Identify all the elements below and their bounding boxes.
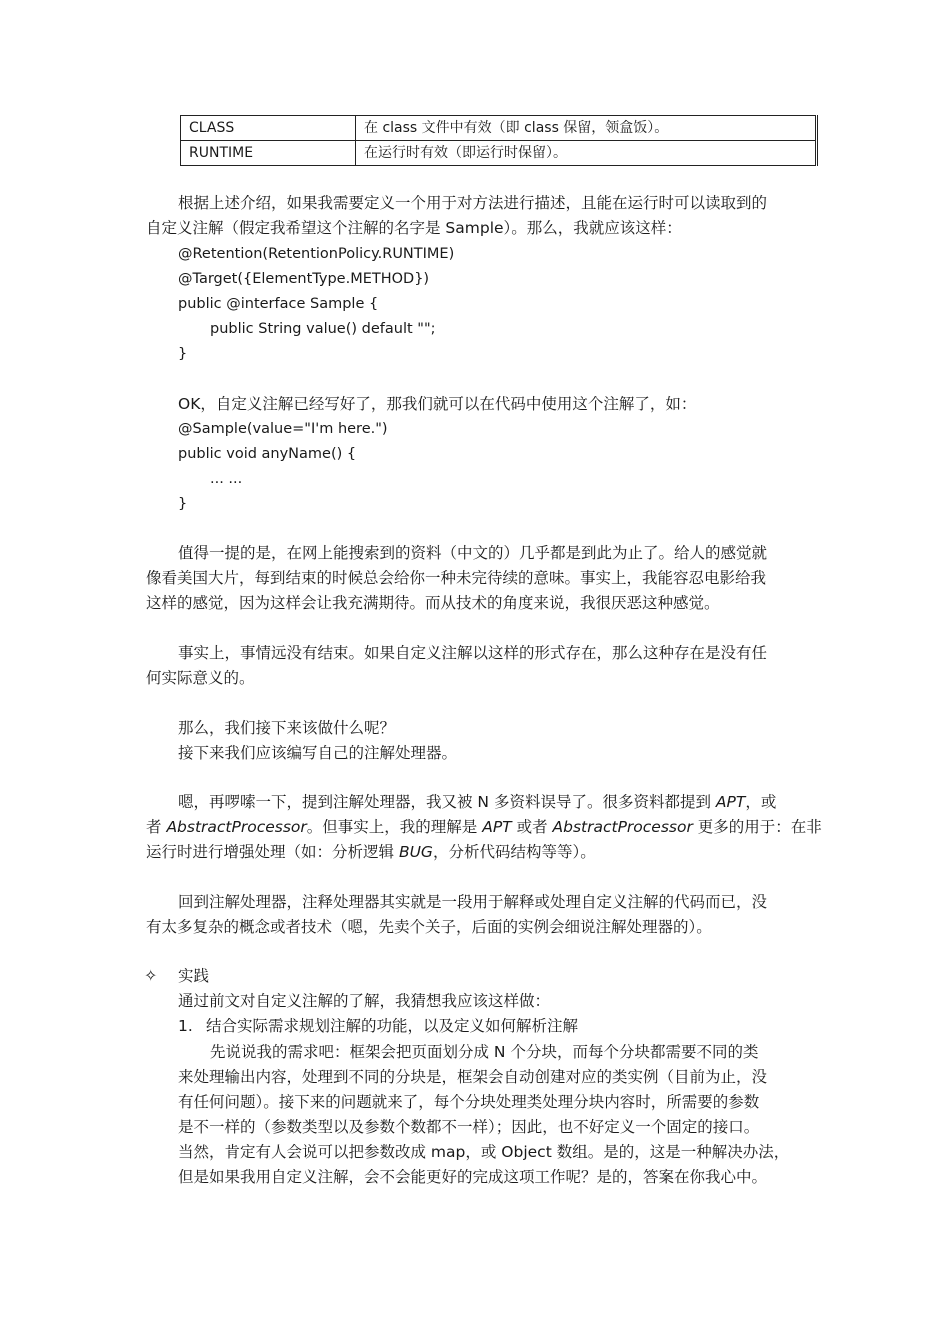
paragraph-line: 自定义注解（假定我希望这个注解的名字是 Sample）。那么，我就应该这样： bbox=[146, 219, 682, 237]
code-line: ... ... bbox=[210, 471, 243, 487]
text-run: ，分析代码结构等等）。 bbox=[432, 843, 596, 861]
table-cell-name: CLASS bbox=[181, 116, 356, 141]
italic-term: APT bbox=[482, 818, 512, 836]
retention-policy-table bbox=[180, 115, 818, 166]
paragraph-line: 回到注解处理器，注释处理器其实就是一段用于解释或处理自定义注解的代码而已，没 bbox=[178, 893, 768, 911]
paragraph-line: 像看美国大片，每到结束的时候总会给你一种未完待续的意味。事实上，我能容忍电影给我 bbox=[146, 569, 767, 587]
list-item-title: 结合实际需求规划注解的功能，以及定义如何解析注解 bbox=[206, 1017, 579, 1035]
paragraph-line: 值得一提的是，在网上能搜索到的资料（中文的）几乎都是到此为止了。给人的感觉就 bbox=[178, 544, 768, 562]
paragraph-line: 有任何问题）。接下来的问题就来了，每个分块处理类处理分块内容时，所需要的参数 bbox=[178, 1093, 760, 1111]
text-run: 。但事实上，我的理解是 bbox=[306, 818, 483, 836]
paragraph-line: 当然，肯定有人会说可以把参数改成 map，或 Object 数组。是的，这是一种解决办法， bbox=[178, 1143, 790, 1161]
paragraph-line bbox=[146, 840, 596, 864]
text-run: 嗯，再啰嗦一下，提到注解处理器，我又被 N 多资料误导了。很多资料都提到 bbox=[178, 793, 716, 811]
code-line: @Sample(value="I'm here.") bbox=[178, 421, 388, 437]
code-line: } bbox=[178, 346, 188, 362]
italic-term: AbstractProcessor bbox=[166, 818, 307, 836]
italic-term: APT bbox=[715, 793, 746, 811]
code-line: public void anyName() { bbox=[178, 446, 357, 462]
table-row bbox=[181, 141, 817, 166]
table-cell-desc: 在运行时有效（即运行时保留）。 bbox=[356, 141, 817, 166]
code-line: public String value() default ""; bbox=[210, 321, 436, 337]
paragraph-line: 何实际意义的。 bbox=[146, 669, 255, 687]
table-row bbox=[181, 116, 817, 141]
paragraph-line: 是不一样的（参数类型以及参数个数都不一样）；因此，也不好定义一个固定的接口。 bbox=[178, 1118, 760, 1136]
paragraph-line: 先说说我的需求吧：框架会把页面划分成 N 个分块，而每个分块都需要不同的类 bbox=[210, 1043, 759, 1061]
text-run: 更多的用于：在非 bbox=[692, 818, 822, 836]
paragraph-line: 接下来我们应该编写自己的注解处理器。 bbox=[178, 744, 458, 762]
paragraph-line: 那么，我们接下来该做什么呢？ bbox=[178, 719, 396, 737]
paragraph-line bbox=[146, 815, 822, 839]
text-run: 者 bbox=[146, 818, 167, 836]
code-line: } bbox=[178, 496, 188, 512]
text-run: ，或 bbox=[745, 793, 777, 811]
paragraph-line: 通过前文对自定义注解的了解，我猜想我应该这样做： bbox=[178, 992, 551, 1010]
diamond-bullet-icon: ✧ bbox=[144, 966, 158, 985]
text-run: 运行时进行增强处理（如：分析逻辑 bbox=[146, 843, 399, 861]
section-heading: 实践 bbox=[178, 967, 210, 985]
paragraph-line: OK，自定义注解已经写好了，那我们就可以在代码中使用这个注解了，如： bbox=[178, 395, 697, 413]
paragraph-line: 有太多复杂的概念或者技术（嗯，先卖个关子，后面的实例会细说注解处理器的）。 bbox=[146, 918, 712, 936]
paragraph-line: 来处理输出内容，处理到不同的分块是，框架会自动创建对应的类实例（目前为止，没 bbox=[178, 1068, 768, 1086]
text-run: 或者 bbox=[511, 818, 553, 836]
code-line: public @interface Sample { bbox=[178, 296, 379, 312]
list-item-number: 1. bbox=[178, 1017, 193, 1035]
code-line: @Target({ElementType.METHOD}) bbox=[178, 271, 430, 287]
table-cell-desc: 在 class 文件中有效（即 class 保留，领盒饭）。 bbox=[356, 116, 817, 141]
paragraph-line: 这样的感觉，因为这样会让我充满期待。而从技术的角度来说，我很厌恶这种感觉。 bbox=[146, 594, 720, 612]
table-cell-name: RUNTIME bbox=[181, 141, 356, 166]
italic-term: BUG bbox=[398, 843, 433, 861]
paragraph-line: 但是如果我用自定义注解，会不会能更好的完成这项工作呢？是的，答案在你我心中。 bbox=[178, 1168, 768, 1186]
paragraph-line: 事实上，事情远没有结束。如果自定义注解以这样的形式存在，那么这种存在是没有任 bbox=[178, 644, 768, 662]
italic-term: AbstractProcessor bbox=[552, 818, 693, 836]
code-line: @Retention(RetentionPolicy.RUNTIME) bbox=[178, 246, 455, 262]
paragraph-line: 根据上述介绍，如果我需要定义一个用于对方法进行描述，且能在运行时可以读取到的 bbox=[178, 194, 768, 212]
paragraph-line bbox=[178, 790, 776, 814]
